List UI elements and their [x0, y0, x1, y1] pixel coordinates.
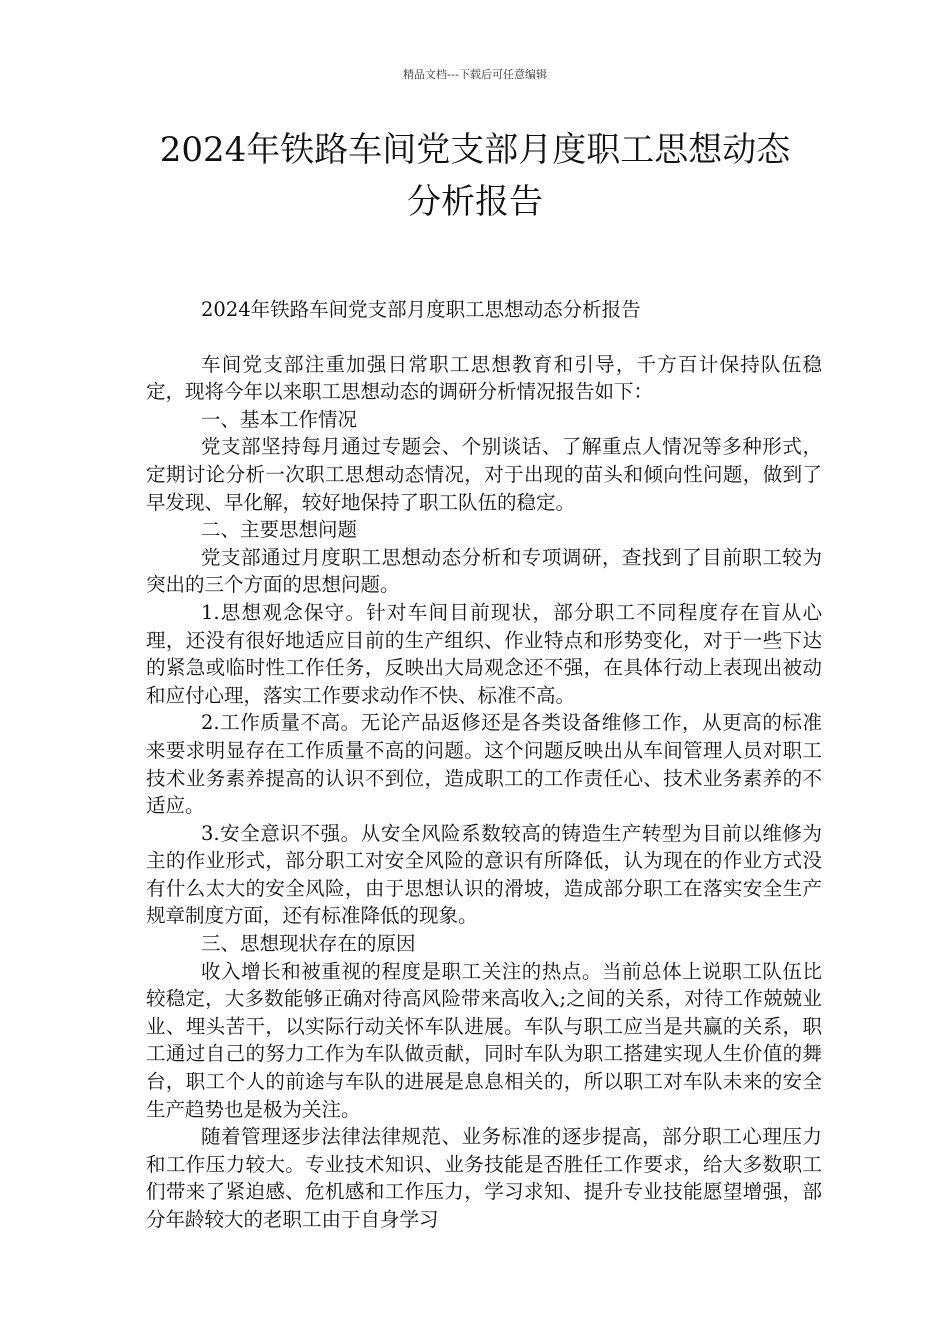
paragraph-cause-1: 收入增长和被重视的程度是职工关注的热点。当前总体上说职工队伍比较稳定，大多数能够正确对待高风险带来高收入;之间的关系，对待工作兢兢业业、埋头苦干，以实际行动关怀车队进展。车队与职工应当是共赢的关系，职工通过自己的努力工作为车队做贡献，同时车队为职工搭建实现人生价值的舞台，职工个人的前途与车队的进展是息息相关的，所以职工对车队未来的安全生产趋势也是极为关注。 — [146, 959, 822, 1121]
paragraph-problem-3: 3.安全意识不强。从安全风险系数较高的铸造生产转型为目前以维修为主的作业形式，部分职工对安全风险的意识有所降低，认为现在的作业方式没有什么太大的安全风险，由于思想认识的滑坡，造成部分职工在落实安全生产规章制度方面，还有标准降低的现象。 — [146, 821, 822, 928]
paragraph-cause-2: 随着管理逐步法律法律规范、业务标准的逐步提高，部分职工心理压力和工作压力较大。专业技术知识、业务技能是否胜任工作要求，给大多数职工们带来了紧迫感、危机感和工作压力，学习求知、提升专业技能愿望增强，部分年龄较大的老职工由于自身学习 — [146, 1125, 822, 1231]
title-line-1: 2024年铁路车间党支部月度职工思想动态 — [159, 130, 791, 170]
paragraph-main-problems: 党支部通过月度职工思想动态分析和专项调研，查找到了目前职工较为突出的三个方面的思想问题。 — [146, 545, 822, 597]
section-heading-3: 三、思想现状存在的原因 — [201, 932, 416, 956]
document-subtitle: 2024年铁路车间党支部月度职工思想动态分析报告 — [201, 298, 641, 321]
paragraph-intro: 车间党支部注重加强日常职工思想教育和引导，千方百计保持队伍稳定，现将今年以来职工思想动态的调研分析情况报告如下： — [146, 352, 822, 404]
paragraph-problem-2: 2.工作质量不高。无论产品返修还是各类设备维修工作，从更高的标准来要求明显存在工作质量不高的问题。这个问题反映出从车间管理人员对职工技术业务素养提高的认识不到位，造成职工的工作责任心、技术业务素养的不适应。 — [146, 711, 822, 818]
section-heading-2: 二、主要思想问题 — [201, 518, 358, 542]
document-body — [146, 296, 822, 1234]
paragraph-basic-work: 党支部坚持每月通过专题会、个别谈话、了解重点人情况等多种形式，定期讨论分析一次职工思想动态情况，对于出现的苗头和倾向性问题，做到了早发现、早化解，较好地保持了职工队伍的稳定。 — [146, 435, 822, 514]
section-heading-1: 一、基本工作情况 — [201, 407, 358, 431]
document-title — [120, 124, 830, 228]
paragraph-problem-1: 1.思想观念保守。针对车间目前现状，部分职工不同程度存在盲从心理，还没有很好地适应目前的生产组织、作业特点和形势变化，对于一些下达的紧急或临时性工作任务，反映出大局观念还不强，在具体行动上表现出被动和应付心理，落实工作要求动作不快、标准不高。 — [146, 600, 822, 707]
title-line-2: 分析报告 — [407, 182, 543, 222]
page-header-note: 精品文档---下载后可任意编辑 — [403, 68, 547, 81]
